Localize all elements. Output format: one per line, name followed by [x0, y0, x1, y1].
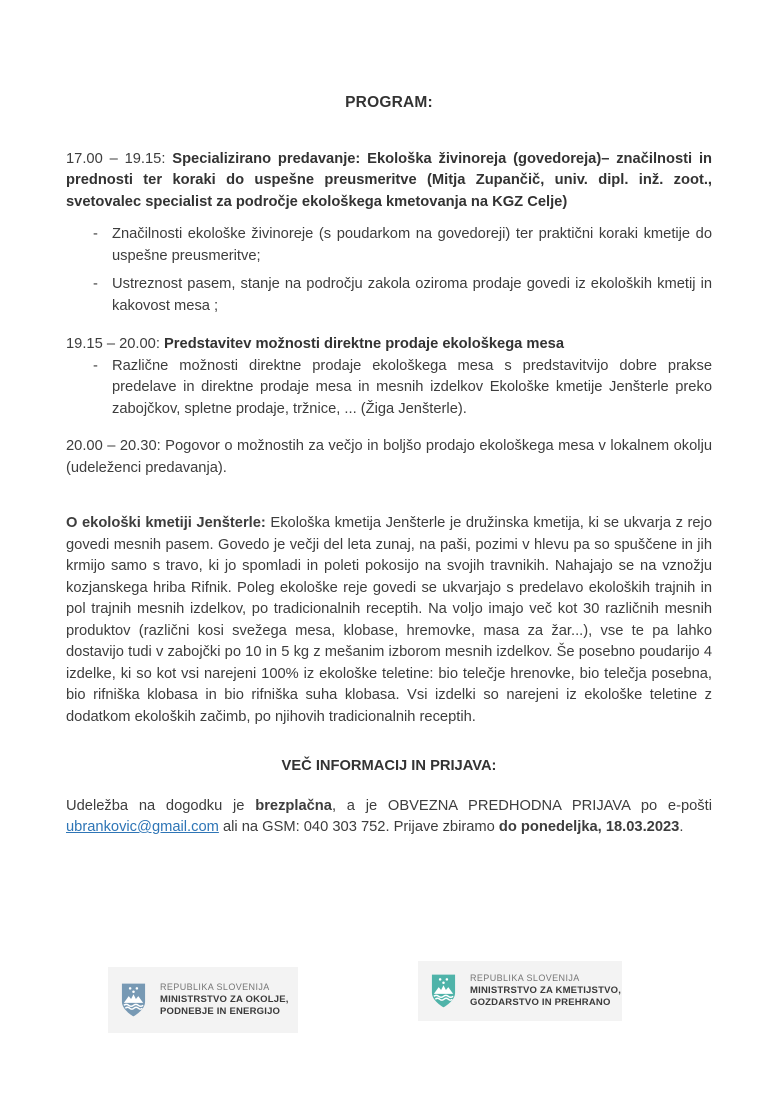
logo-text-block	[470, 972, 621, 1010]
session2-title: Predstavitev možnosti direktne prodaje ekološkega mesa	[164, 336, 564, 352]
bullet-text: Različne možnosti direktne prodaje ekološkega mesa s predstavitvijo dobre prakse predelave in direktne prodaje mesa in mesnih izdelkov Ekološke kmetije Jenšterle preko zabojčkov, spletne prodaje, tržnice, ... (Žiga Jenšterle).	[112, 357, 712, 417]
dash-bullet-icon: -	[93, 276, 98, 292]
info-paragraph	[66, 796, 712, 839]
info-text: Udeležba na dogodku je	[66, 797, 256, 814]
bullet-text: Značilnosti ekološke živinoreje (s poudarkom na govedoreji) ter praktični koraki kmetije do uspešne preusmeritve;	[112, 226, 712, 264]
logo-ministry-name: MINISTRSTVO ZA OKOLJE,	[160, 993, 289, 1005]
info-deadline-bold: do ponedeljka, 18.03.2023	[498, 819, 680, 835]
bullet-text: Ustreznost pasem, stanje na področju zakola oziroma prodaje govedi iz ekoloških kmetij in kakovost mesa ;	[112, 276, 712, 314]
dash-bullet-icon: -	[93, 226, 98, 242]
logo-country-label: REPUBLIKA SLOVENIJA	[160, 981, 270, 992]
session2-bullet-list	[66, 356, 712, 421]
session1-time: 17.00 – 19.15:	[66, 150, 166, 167]
slovenia-coat-of-arms-icon	[120, 982, 147, 1018]
session2-time: 19.15 – 20.00:	[66, 336, 160, 352]
document-title: PROGRAM:	[345, 94, 433, 111]
list-item	[66, 274, 712, 317]
logo-country-label: REPUBLIKA SLOVENIJA	[470, 972, 580, 983]
logo-ministry-name: GOZDARSTVO IN PREHRANO	[470, 997, 611, 1008]
session3-paragraph: 20.00 – 20.30: Pogovor o možnostih za večjo in boljšo prodajo ekološkega mesa v lokalnem okolju (udeleženci predavanja).	[66, 438, 712, 476]
session2-heading	[66, 334, 712, 356]
session1-bullet-list	[66, 224, 712, 317]
list-item	[66, 356, 712, 421]
logo-ministry-environment	[108, 967, 298, 1033]
info-text: , a je OBVEZNA PREDHODNA PRIJAVA po e-pošti	[331, 797, 712, 814]
about-farm-text: Ekološka kmetija Jenšterle je družinska kmetija, ki se ukvarja z rejo govedi mesnih pasem. Govedo je večji del leta zunaj, na paši, pozimi v hlevu pa so spuščene in jih krmijo samo s travo, ki jo spomladi in poleti pokosijo na svojih travnikih. Nahajajo se na vznožju kozjanskega hriba Rifnik. Poleg ekološke reje govedi se ukvarjajo s predelavo ekoloških trajnih in pol trajnih mesnih izdelkov, po tradicionalnih receptih. Na voljo imajo več kot 30 različnih mesnih produktov (različni kosi svežega mesa, klobase, hremovke, masa za žar...), vse te pa lahko dostavijo tudi v zabojčki po 10 in 5 kg z mešanim izborom mesnih izdelkov. Še posebno poudarijo 4 izdelke, ki so kot vsi narejeni 100% iz ekološke teletine: bio telečje hrenovke, bio telečja posebna, bio rifniška klobasa in bio rifniška suha klobasa. Vsi izdelki so narejeni iz ekološke teletine z dodatkom ekoloških začimb, po njihovih tradicionalnih receptih.	[66, 515, 712, 725]
info-text: .	[679, 819, 684, 835]
session1-paragraph	[66, 149, 712, 214]
session1-title: Specializirano predavanje: Ekološka živinoreja (govedoreja)– značilnosti in prednosti ter koraki do uspešne preusmeritve (Mitja Zupančič, univ. dipl. inž. zoot., svetovalec specialist za področje ekološkega kmetovanja na KGZ Celje)	[66, 150, 713, 210]
info-text: ali na GSM: 040 303 752. Prijave zbiramo	[218, 819, 499, 835]
dash-bullet-icon: -	[93, 357, 98, 374]
about-farm-label: O ekološki kmetiji Jenšterle:	[66, 515, 266, 531]
logo-ministry-name: PODNEBJE IN ENERGIJO	[160, 1006, 281, 1017]
logo-ministry-name: MINISTRSTVO ZA KMETIJSTVO,	[470, 984, 622, 996]
info-free-bold: brezplačna	[255, 797, 332, 814]
slovenia-coat-of-arms-icon	[430, 973, 457, 1009]
list-item	[66, 224, 712, 267]
logo-text-block	[160, 981, 289, 1019]
email-link[interactable]: ubrankovic@gmail.com	[66, 819, 219, 835]
logo-ministry-agriculture	[418, 961, 622, 1021]
footer-logos	[66, 967, 712, 1033]
about-farm-paragraph	[66, 513, 712, 728]
info-heading: VEČ INFORMACIJ IN PRIJAVA:	[281, 758, 497, 774]
